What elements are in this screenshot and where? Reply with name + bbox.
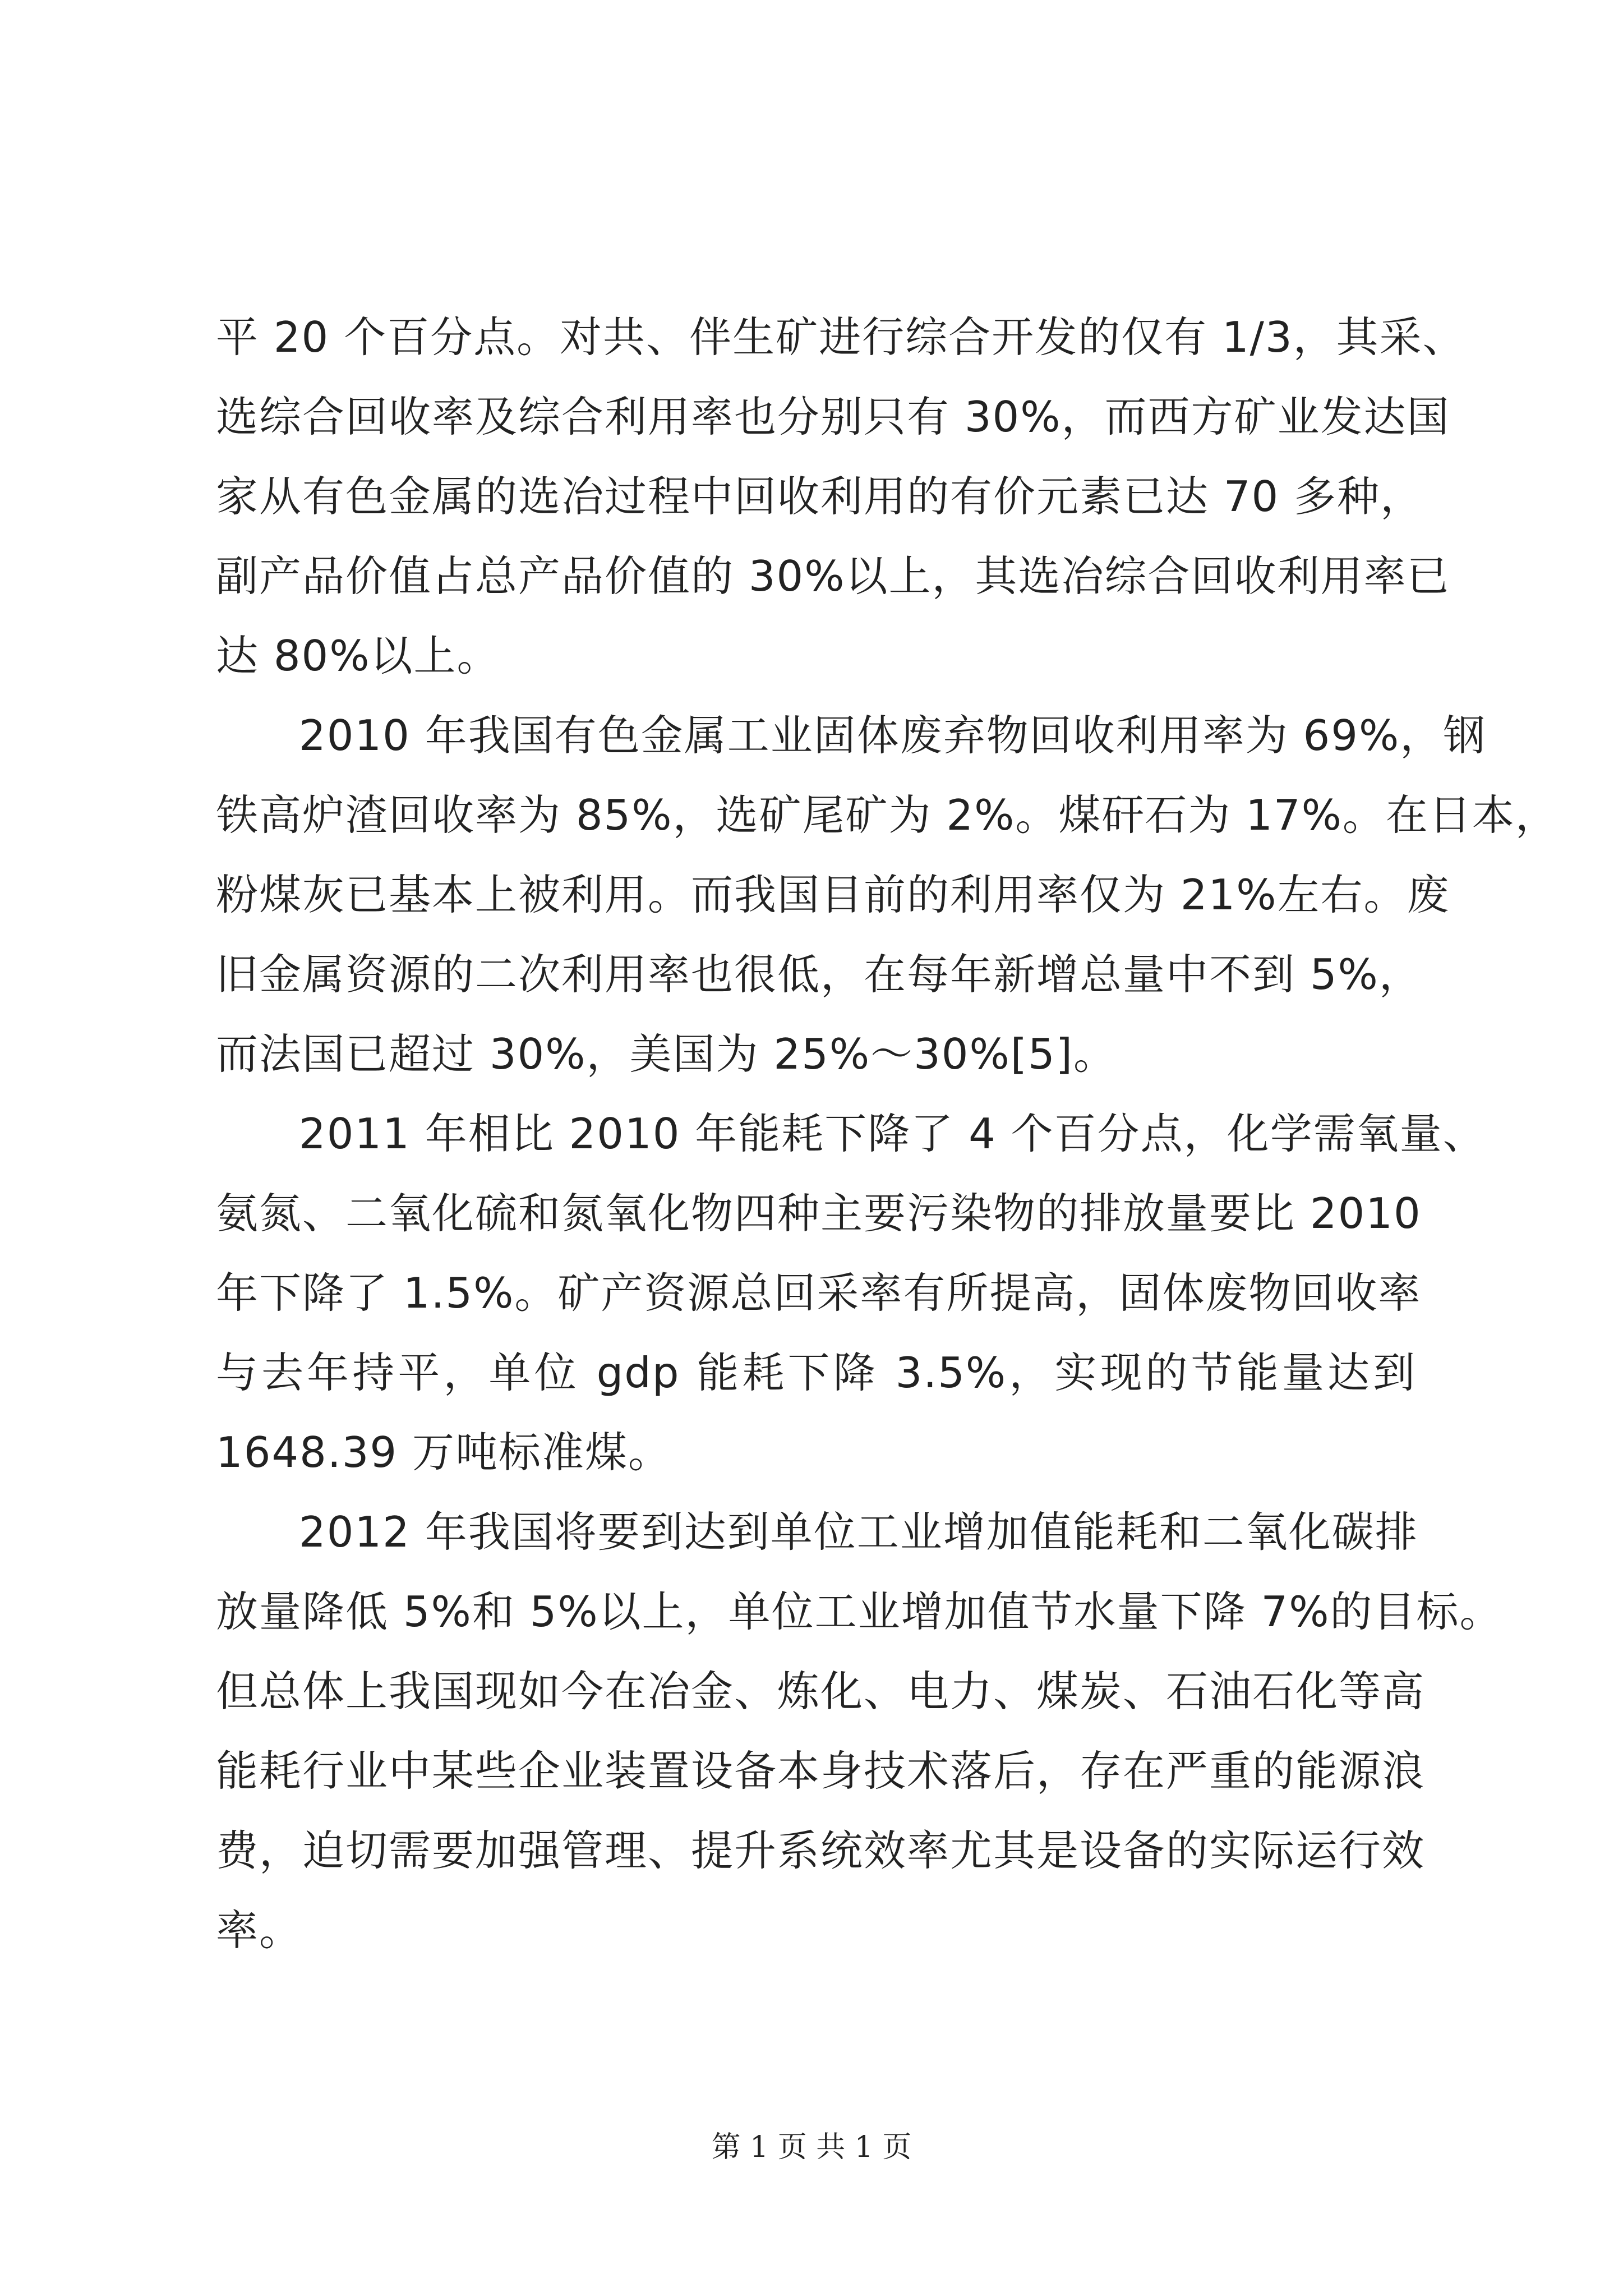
paragraph-start-line: 2010 年我国有色金属工业固体废弃物回收利用率为 69%，钢	[299, 711, 1487, 760]
text-line: 旧金属资源的二次利用率也很低，在每年新增总量中不到 5%，	[216, 950, 1422, 999]
text-line: 达 80%以上。	[216, 631, 500, 680]
text-line: 粉煤灰已基本上被利用。而我国目前的利用率仅为 21%左右。废	[216, 870, 1450, 919]
text-line: 家从有色金属的选冶过程中回收利用的有价元素已达 70 多种，	[216, 472, 1424, 521]
text-line: 选综合回收率及综合利用率也分别只有 30%，而西方矿业发达国	[216, 392, 1450, 441]
paragraph-start-line: 2011 年相比 2010 年能耗下降了 4 个百分点，化学需氧量、	[299, 1109, 1486, 1158]
text-line: 铁高炉渣回收率为 85%，选矿尾矿为 2%。煤矸石为 17%。在日本，	[216, 790, 1559, 840]
text-line: 年下降了 1.5%。矿产资源总回采率有所提高，固体废物回收率	[216, 1268, 1422, 1318]
page-number-label: 第 1 页 共 1 页	[711, 2131, 912, 2164]
text-line: 放量降低 5%和 5%以上，单位工业增加值节水量下降 7%的目标。	[216, 1587, 1503, 1636]
document-body	[216, 297, 1559, 1970]
text-line: 氨氮、二氧化硫和氮氧化物四种主要污染物的排放量要比 2010	[216, 1189, 1422, 1238]
paragraph-start-line: 2012 年我国将要到达到单位工业增加值能耗和二氧化碳排	[299, 1507, 1418, 1557]
page-footer	[0, 2123, 1623, 2165]
text-line: 能耗行业中某些企业装置设备本身技术落后，存在严重的能源浪	[216, 1746, 1426, 1796]
text-line: 而法国已超过 30%，美国为 25%～30%[5]。	[216, 1029, 1117, 1079]
text-line: 1648.39 万吨标准煤。	[216, 1428, 671, 1477]
text-line: 与去年持平，单位 gdp 能耗下降 3.5%，实现的节能量达到	[216, 1348, 1416, 1397]
text-line: 平 20 个百分点。对共、伴生矿进行综合开发的仅有 1/3，其采、	[216, 312, 1466, 362]
text-line: 副产品价值占总产品价值的 30%以上，其选冶综合回收利用率已	[216, 551, 1450, 601]
text-line: 但总体上我国现如今在冶金、炼化、电力、煤炭、石油石化等高	[216, 1667, 1426, 1716]
text-line: 费，迫切需要加强管理、提升系统效率尤其是设备的实际运行效	[216, 1826, 1426, 1875]
text-line: 率。	[216, 1906, 303, 1955]
